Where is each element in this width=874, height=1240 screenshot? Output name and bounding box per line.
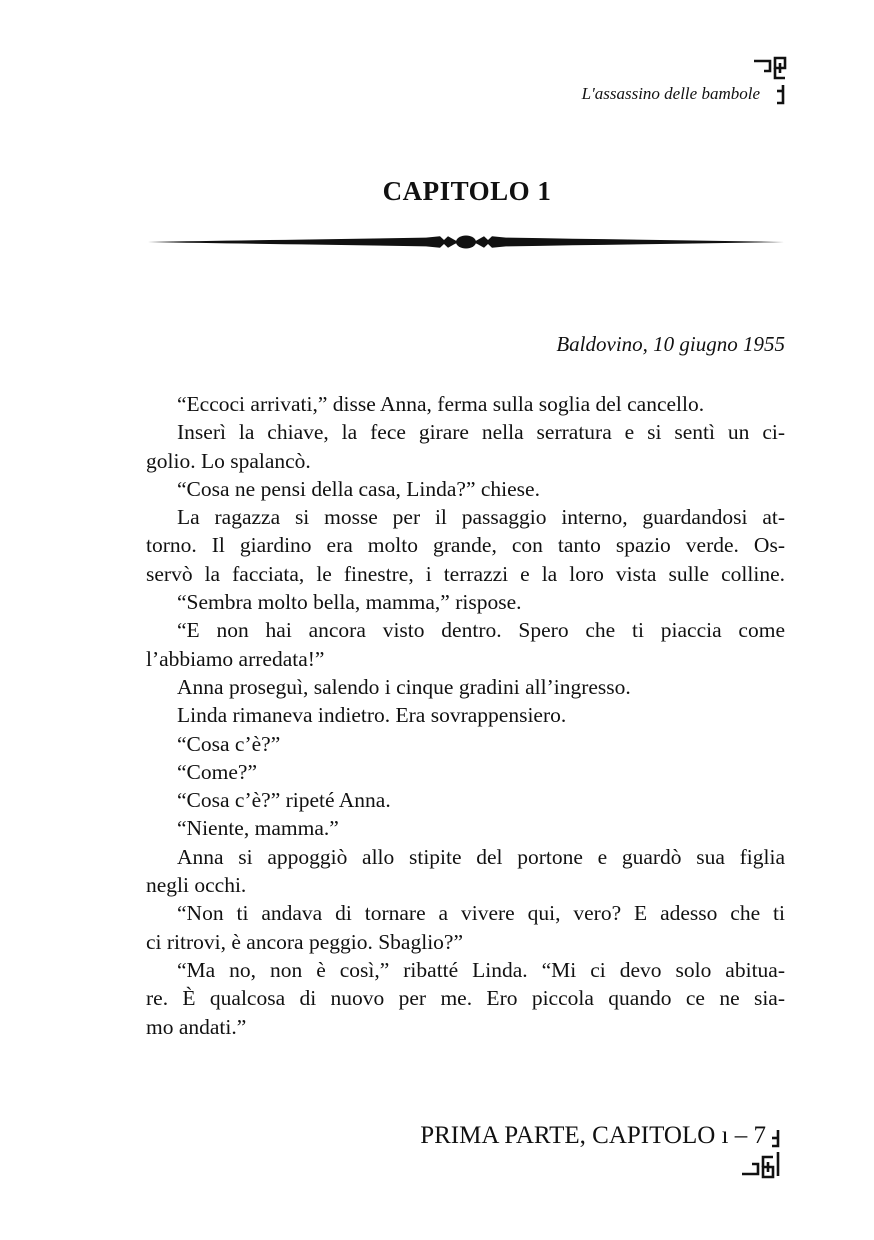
text-line: “Sembra molto bella, mamma,” rispose. xyxy=(177,590,522,615)
text-line: “Cosa ne pensi della casa, Linda?” chiese. xyxy=(177,476,540,501)
text-line: “Non ti andava di tornare a vivere qui, vero? E adesso che ti xyxy=(177,901,785,926)
text-line: “Eccoci arrivati,” disse Anna, ferma sulla soglia del cancello. xyxy=(177,392,705,416)
text-line: Anna proseguì, salendo i cinque gradini all’ingresso. xyxy=(177,674,631,699)
text-line: “E non hai ancora visto dentro. Spero che ti piaccia come xyxy=(177,618,785,643)
text-line: “Ma no, non è così,” ribatté Linda. “Mi ci devo solo abitua- xyxy=(177,957,785,982)
text-line: ci ritrovi, è ancora peggio. Sbaglio?” xyxy=(146,929,464,954)
text-line: “Cosa c’è?” xyxy=(177,731,281,756)
corner-ornament-top-icon xyxy=(754,55,788,105)
text-line: “Cosa c’è?” ripeté Anna. xyxy=(177,788,391,813)
text-line: re. È qualcosa di nuovo per me. Ero piccola quando ce ne sia- xyxy=(146,986,785,1011)
dateline: Baldovino, 10 giugno 1955 xyxy=(556,332,785,356)
text-line: “Niente, mamma.” xyxy=(177,816,339,841)
text-line: golio. Lo spalancò. xyxy=(146,448,311,473)
text-line: Linda rimaneva indietro. Era sovrappensiero. xyxy=(177,703,567,728)
text-line: La ragazza si mosse per il passaggio interno, guardandosi at- xyxy=(177,505,785,530)
chapter-body-text xyxy=(146,390,785,1041)
corner-ornament-bottom-icon xyxy=(738,1128,784,1180)
text-line: mo andati.” xyxy=(146,1014,247,1039)
running-header-title: L'assassino delle bambole xyxy=(581,84,760,103)
text-line: Anna si appoggiò allo stipite del portone e guardò sua figlia xyxy=(177,844,785,869)
text-line: l’abbiamo arredata!” xyxy=(146,646,325,671)
text-line: servò la facciata, le finestre, i terrazzi e la loro vista sulle colline. xyxy=(146,561,785,586)
running-footer: PRIMA PARTE, CAPITOLO ı – 7 xyxy=(420,1122,766,1149)
ornamental-divider-icon xyxy=(148,228,784,256)
text-line: torno. Il giardino era molto grande, con tanto spazio verde. Os- xyxy=(146,533,785,558)
text-line: “Come?” xyxy=(177,759,257,784)
text-line: Inserì la chiave, la fece girare nella serratura e si sentì un ci- xyxy=(177,420,785,445)
text-line: negli occhi. xyxy=(146,873,247,898)
chapter-title: CAPITOLO 1 xyxy=(382,176,552,206)
